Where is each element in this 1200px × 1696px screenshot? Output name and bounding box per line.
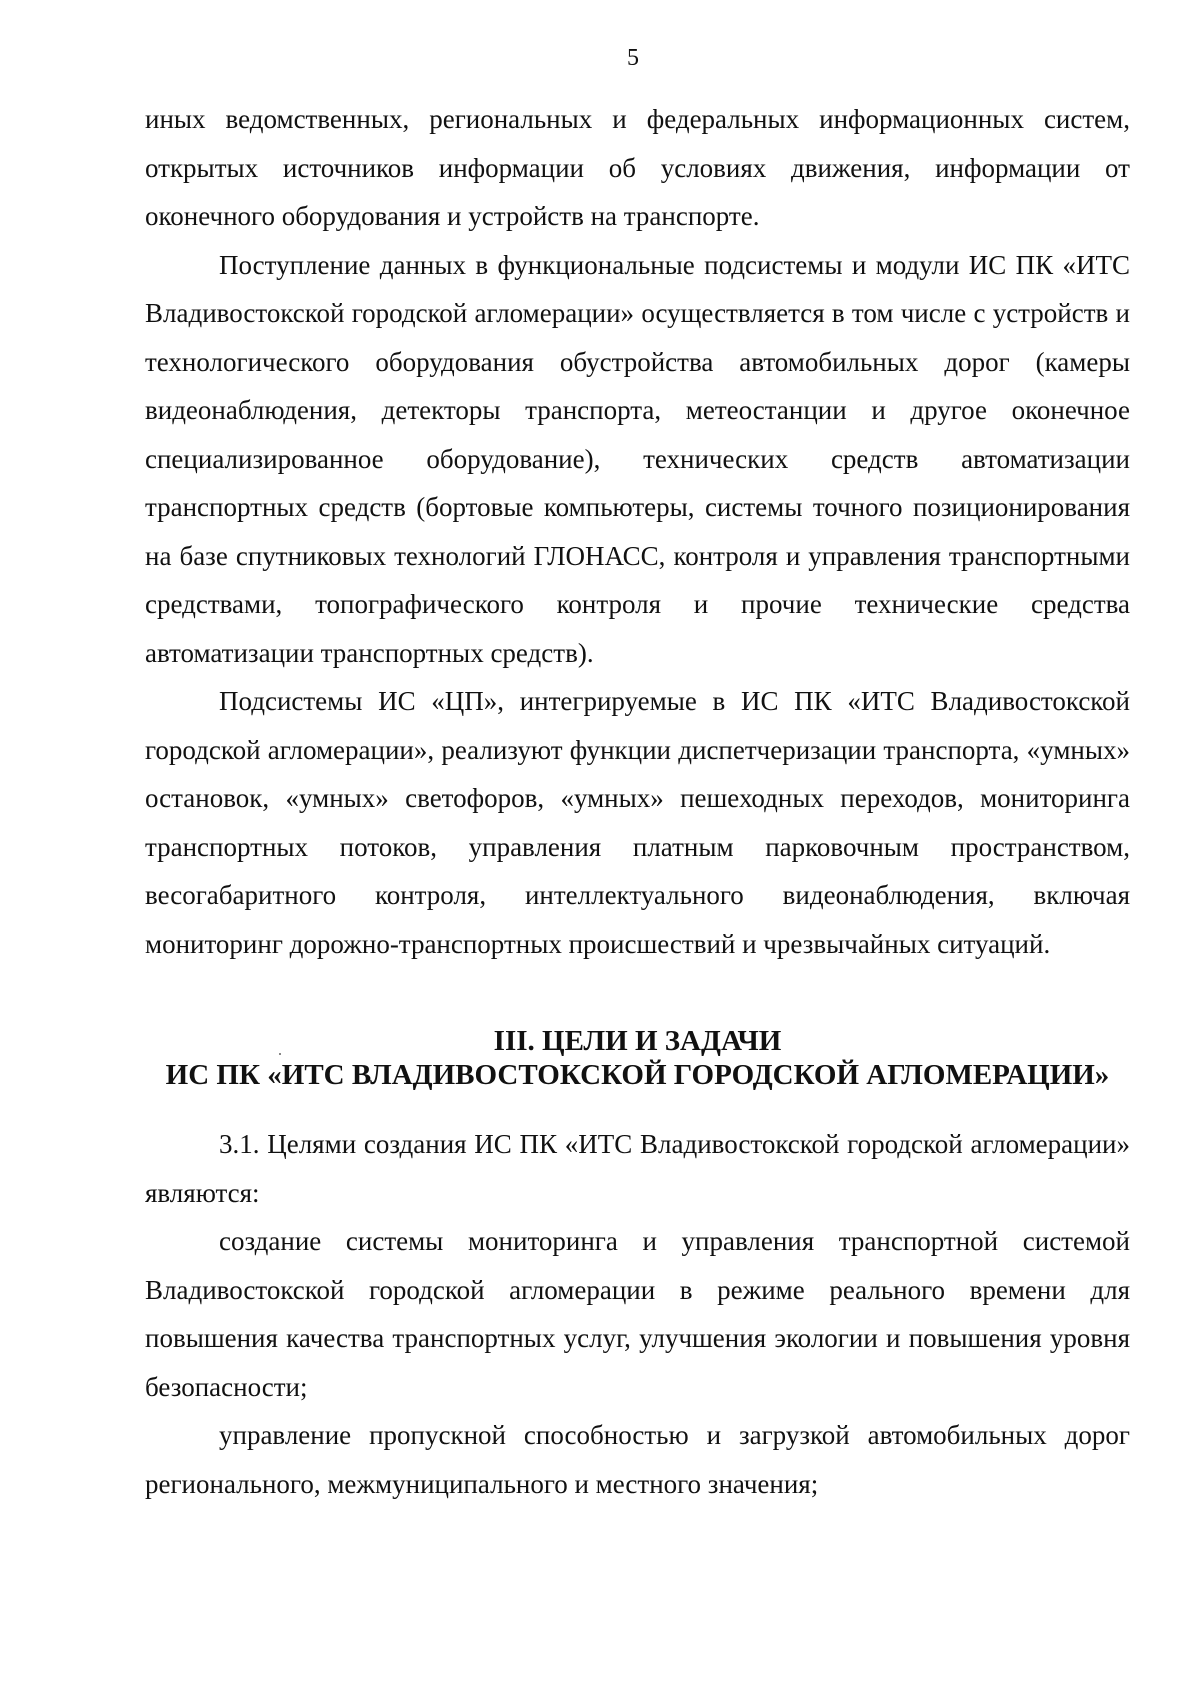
section-heading bbox=[145, 968, 1130, 1120]
scan-speck bbox=[279, 1053, 281, 1055]
paragraph-goal-capacity: управление пропускной способностью и загрузкой автомобильных дорог регионального, межмуниципального и местного значения; bbox=[145, 1420, 1130, 1499]
page-number: 5 bbox=[627, 45, 639, 71]
paragraph-goals-intro: 3.1. Целями создания ИС ПК «ИТС Владивостокской городской агломерации» являются: bbox=[145, 1129, 1130, 1208]
paragraph-data-sources: Поступление данных в функциональные подсистемы и модули ИС ПК «ИТС Владивостокской городской агломерации» осуществляется в том числе с устройств и технологического оборудования обустройства автомобильных дорог (камеры видеонаблюдения, детекторы транспорта, метеостанции и другое оконечное специализированное оборудование), технических средств автоматизации транспортных средств (бортовые компьютеры, системы точного позиционирования на базе спутниковых технологий ГЛОНАСС, контроля и управления транспортными средствами, топографического контроля и прочие технические средства автоматизации транспортных средств). bbox=[145, 249, 1130, 668]
paragraph-goal-monitoring: создание системы мониторинга и управления транспортной системой Владивостокской городской агломерации в режиме реального времени для повышения качества транспортных услуг, улучшения экологии и повышения уровня безопасности; bbox=[145, 1226, 1130, 1402]
section-heading-line-1: III. ЦЕЛИ И ЗАДАЧИ bbox=[493, 1025, 782, 1057]
paragraph-subsystems: Подсистемы ИС «ЦП», интегрируемые в ИС ПК «ИТС Владивостокской городской агломерации», реализуют функции диспетчеризации транспорта, «умных» остановок, «умных» светофоров, «умных» пешеходных переходов, мониторинга транспортных потоков, управления платным парковочным пространством, весогабаритного контроля, интеллектуального видеонаблюдения, включая мониторинг дорожно-транспортных происшествий и чрезвычайных ситуаций. bbox=[145, 686, 1130, 959]
paragraph-continuation: иных ведомственных, региональных и федеральных информационных систем, открытых источников информации об условиях движения, информации от оконечного оборудования и устройств на транспорте. bbox=[145, 104, 1130, 231]
section-heading-line-2: ИС ПК «ИТС ВЛАДИВОСТОКСКОЙ ГОРОДСКОЙ АГЛОМЕРАЦИИ» bbox=[165, 1059, 1110, 1091]
document-body bbox=[145, 95, 1130, 1508]
